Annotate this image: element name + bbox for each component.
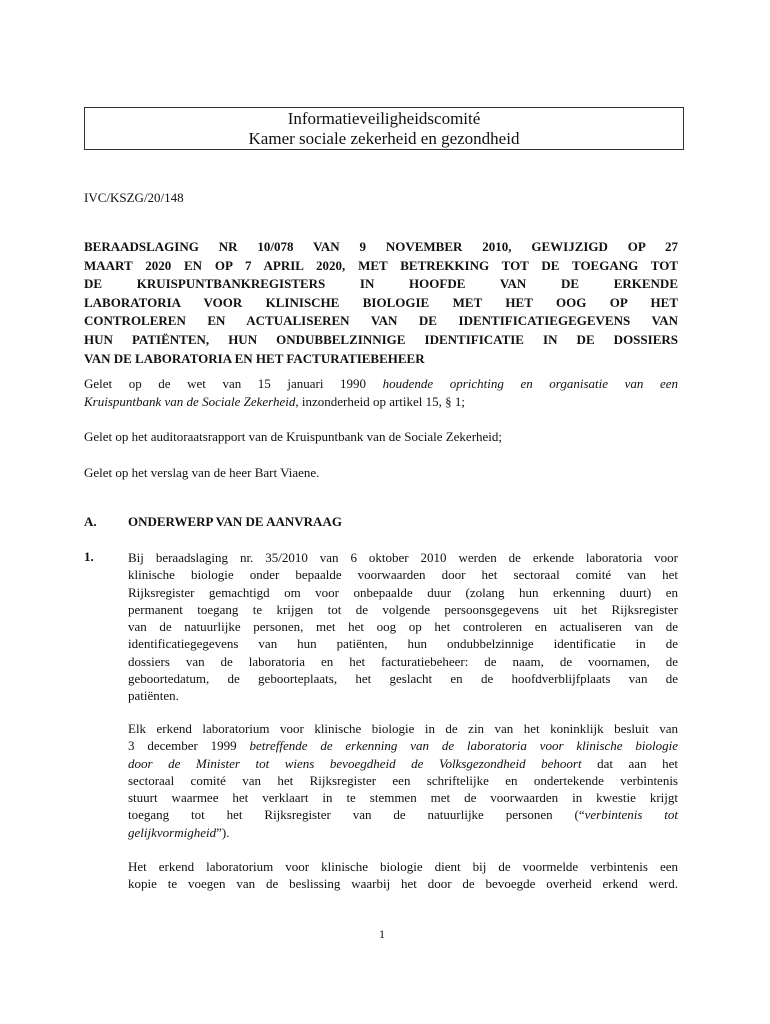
item-1-paragraph-3 bbox=[128, 858, 678, 893]
deliberation-title bbox=[84, 238, 678, 368]
item-1-paragraph-1 bbox=[128, 549, 678, 705]
item-1-number: 1. bbox=[84, 549, 94, 564]
line-suffix: ”). bbox=[216, 824, 230, 840]
paragraph-line: kopie te voegen van de beslissing waarbij het door de bevoegde overheid erkend werd. bbox=[128, 876, 678, 892]
title-line: HUN PATIËNTEN, HUN ONDUBBELZINNIGE IDENTIFICATIE IN DE DOSSIERS bbox=[84, 331, 678, 347]
paragraph-line: Rijksregister gemachtigd om voor onbepaalde duur (zolang hun erkenning duurt) en bbox=[128, 584, 678, 600]
paragraph-line bbox=[128, 806, 678, 823]
decree-title-part1: betreffende de erkenning van de laboratoria voor klinische biologie bbox=[249, 738, 678, 754]
title-line: VAN DE LABORATORIA EN HET FACTURATIEBEHEER bbox=[84, 350, 425, 366]
consideration-law-prefix: Gelet op de wet van 15 januari 1990 bbox=[84, 376, 383, 391]
title-line: DE KRUISPUNTBANKREGISTERS IN HOOFDE VAN DE ERKENDE bbox=[84, 276, 678, 292]
committee-name: Informatieveiligheidscomité bbox=[287, 109, 481, 128]
paragraph-line: dossiers van de laboratoria en het facturatiebeheer: de naam, de voornamen, de bbox=[128, 653, 678, 669]
paragraph-line: Het erkend laboratorium voor klinische biologie dient bij de voormelde verbintenis een bbox=[128, 859, 678, 874]
paragraph-line: Bij beraadslaging nr. 35/2010 van 6 oktober 2010 werden de erkende laboratoria voor bbox=[128, 550, 678, 565]
paragraph-line: sectoraal comité van het Rijksregister een schriftelijke en ondertekende verbintenis bbox=[128, 772, 678, 788]
decree-title-part2: door de Minister tot wiens bevoegdheid de Volksgezondheid behoort bbox=[128, 755, 582, 771]
section-a-number: A. bbox=[84, 514, 97, 529]
section-a-heading bbox=[84, 514, 342, 530]
consideration-law bbox=[84, 375, 678, 411]
paragraph-line: permanent toegang te krijgen tot de volgende persoonsgegevens uit het Rijksregister bbox=[128, 601, 678, 617]
commitment-term-part1: verbintenis tot bbox=[584, 807, 678, 823]
paragraph-line bbox=[128, 737, 678, 754]
chamber-name: Kamer sociale zekerheid en gezondheid bbox=[248, 129, 520, 148]
law-title-part2: Kruispuntbank van de Sociale Zekerheid bbox=[84, 393, 296, 409]
reference-number: IVC/KSZG/20/148 bbox=[84, 190, 184, 205]
consideration-law-line1 bbox=[84, 375, 678, 393]
consideration-report: Gelet op het verslag van de heer Bart Viaene. bbox=[84, 465, 320, 480]
law-title-part1: houdende oprichting en organisatie van een bbox=[382, 376, 678, 391]
committee-header-box bbox=[84, 107, 684, 150]
date-text: 3 december 1999 bbox=[128, 738, 250, 754]
commitment-term-part2: gelijkvormigheid bbox=[128, 824, 217, 840]
item-1-paragraph-2 bbox=[128, 720, 678, 841]
paragraph-line: geboortedatum, de geboorteplaats, het geslacht en de hoofdverblijfplaats van de bbox=[128, 671, 678, 687]
line-suffix: dat aan het bbox=[581, 755, 678, 771]
paragraph-line: Elk erkend laboratorium voor klinische biologie in de zin van het koninklijk besluit van bbox=[128, 721, 678, 736]
title-line: BERAADSLAGING NR 10/078 VAN 9 NOVEMBER 2010, GEWIJZIGD OP 27 bbox=[84, 239, 678, 254]
paragraph-line: stuurt waarmee het verklaart in te stemmen met de voorwaarden in kwestie krijgt bbox=[128, 790, 678, 806]
paragraph-line: klinische biologie onder bepaalde voorwaarden door het sectoraal comité van het bbox=[128, 567, 678, 583]
paragraph-line bbox=[128, 755, 678, 772]
paragraph-line: patiënten. bbox=[128, 688, 179, 704]
paragraph-line bbox=[128, 824, 678, 841]
title-line: CONTROLEREN EN ACTUALISEREN VAN DE IDENTIFICATIEGEGEVENS VAN bbox=[84, 313, 678, 329]
title-line: LABORATORIA VOOR KLINISCHE BIOLOGIE MET HET OOG OP HET bbox=[84, 294, 678, 310]
page-number: 1 bbox=[379, 927, 385, 941]
line-prefix: toegang tot het Rijksregister van de natuurlijke personen (“ bbox=[128, 807, 585, 823]
paragraph-line: identificatiegegevens van hun patiënten, hun ondubbelzinnige identificatie in de bbox=[128, 636, 678, 652]
paragraph-line: van de natuurlijke personen, met het oog op het controleren en actualiseren van de bbox=[128, 619, 678, 635]
consideration-law-line2 bbox=[84, 393, 678, 411]
consideration-audit: Gelet op het auditoraatsrapport van de Kruispuntbank van de Sociale Zekerheid; bbox=[84, 429, 503, 444]
section-a-title: ONDERWERP VAN DE AANVRAAG bbox=[128, 514, 342, 529]
title-line: MAART 2020 EN OP 7 APRIL 2020, MET BETREKKING TOT DE TOEGANG TOT bbox=[84, 257, 678, 273]
consideration-law-suffix: , inzonderheid op artikel 15, § 1; bbox=[295, 393, 466, 409]
